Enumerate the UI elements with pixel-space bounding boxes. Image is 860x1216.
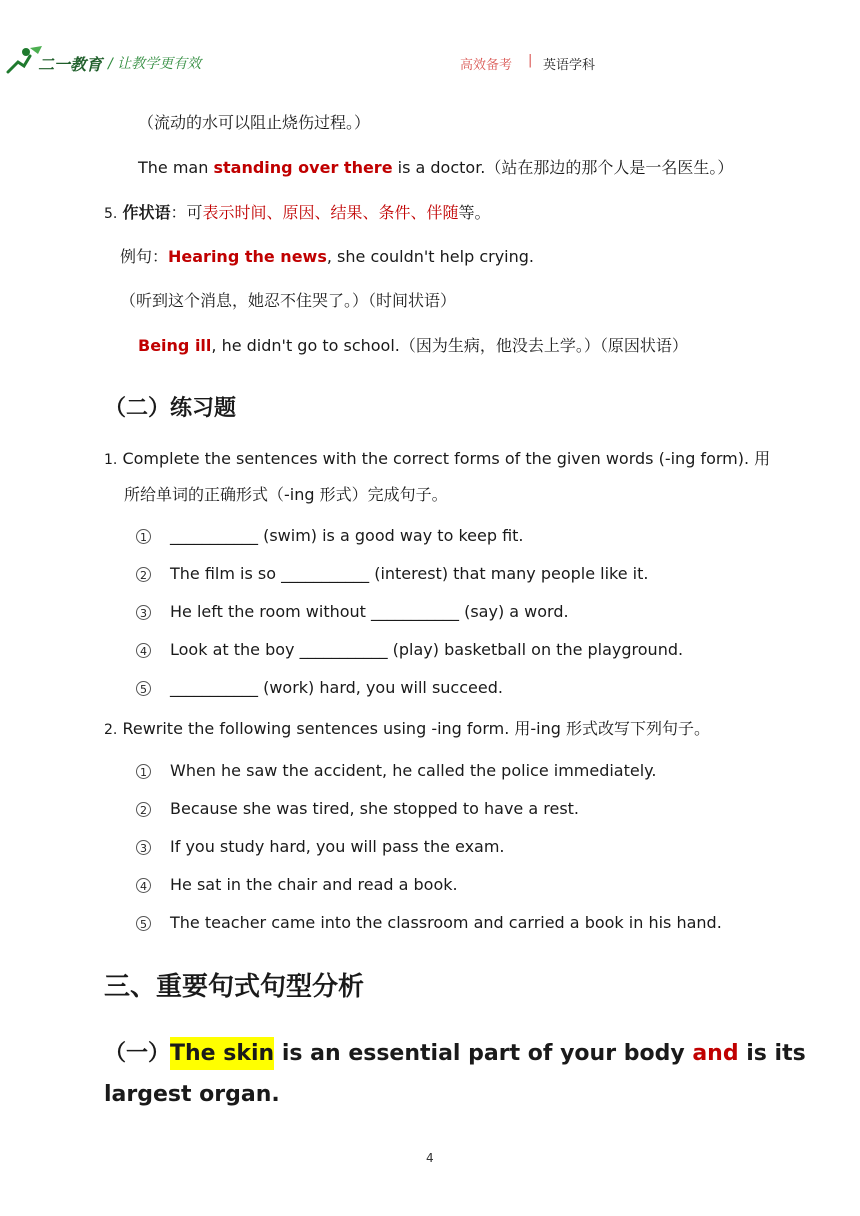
example-sentence xyxy=(138,155,733,178)
question-text: Rewrite the following sentences using -ing form. 用-ing 形式改写下列句子。 xyxy=(122,719,710,738)
list-item-text: The teacher came into the classroom and carried a book in his hand. xyxy=(170,913,722,932)
text-segment: is an essential part of your body xyxy=(274,1041,693,1066)
list-item xyxy=(136,913,722,932)
list-item xyxy=(136,602,569,621)
example-sentence xyxy=(138,333,688,356)
circled-number: 4 xyxy=(136,643,151,658)
circled-number: 2 xyxy=(136,567,151,582)
translation-line: （听到这个消息，她忍不住哭了。）（时间状语） xyxy=(120,291,457,310)
item-number: 1. xyxy=(104,452,118,468)
list-item xyxy=(136,640,683,659)
list-item-text: He left the room without ___________ (say) a word. xyxy=(170,602,569,621)
highlight-phrase: standing over there xyxy=(213,158,393,177)
list-item xyxy=(136,564,648,583)
rule-title: 作状语 xyxy=(122,203,171,222)
circled-number: 5 xyxy=(136,916,151,931)
text-segment: （一） xyxy=(104,1041,171,1066)
question-1 xyxy=(104,446,770,469)
section-heading: 三、重要句式句型分析 xyxy=(104,972,365,1002)
highlighted-subject: The skin xyxy=(170,1037,274,1070)
sentence-analysis-title xyxy=(104,1036,806,1067)
circled-number: 4 xyxy=(136,878,151,893)
list-item-text: He sat in the chair and read a book. xyxy=(170,875,458,894)
header-subject-a: 高效备考 xyxy=(460,58,513,73)
list-item-text: ___________ (work) hard, you will succeed. xyxy=(170,678,503,697)
header-separator: | xyxy=(528,53,533,68)
text-segment: ：可 xyxy=(170,203,203,222)
explanation-line: （流动的水可以阻止烧伤过程。） xyxy=(138,113,371,132)
list-item xyxy=(136,678,503,697)
text-segment: is its xyxy=(738,1041,806,1066)
circled-number: 2 xyxy=(136,802,151,817)
list-item-text: The film is so ___________ (interest) that many people like it. xyxy=(170,564,649,583)
brand-logo xyxy=(4,44,112,78)
logo-text: 二一教育 xyxy=(38,55,103,74)
highlight-phrase: Hearing the news xyxy=(168,247,327,266)
circled-number: 3 xyxy=(136,605,151,620)
circled-number: 1 xyxy=(136,764,151,779)
text-segment: The man xyxy=(138,158,214,177)
question-text: Complete the sentences with the correct forms of the given words (-ing form). 用 xyxy=(122,449,771,468)
header-slogan: / 让教学更有效 xyxy=(108,56,202,72)
section-heading: （二）练习题 xyxy=(104,396,237,421)
list-item xyxy=(136,837,505,856)
list-item-text: Look at the boy ___________ (play) basketball on the playground. xyxy=(170,640,684,659)
item-number: 5. xyxy=(104,206,118,222)
text-segment: , she couldn't help crying. xyxy=(326,247,535,266)
circled-number: 3 xyxy=(136,840,151,855)
example-sentence xyxy=(120,244,534,267)
runner-logo-icon xyxy=(4,44,112,78)
list-item xyxy=(136,875,458,894)
list-item-text: When he saw the accident, he called the police immediately. xyxy=(170,761,657,780)
list-item xyxy=(136,799,579,818)
question-text-cont: 所给单词的正确形式（-ing 形式）完成句子。 xyxy=(124,485,448,504)
sentence-analysis-title-cont: largest organ. xyxy=(104,1082,280,1107)
highlight-phrase: Being ill xyxy=(138,336,212,355)
circled-number: 1 xyxy=(136,529,151,544)
list-item-text: ___________ (swim) is a good way to keep fit. xyxy=(170,526,524,545)
list-item-text: Because she was tired, she stopped to have a rest. xyxy=(170,799,580,818)
list-item xyxy=(136,761,656,780)
page-number: 4 xyxy=(426,1151,434,1165)
list-item xyxy=(136,526,524,545)
header-subject-b: 英语学科 xyxy=(543,58,596,73)
text-segment: 例句： xyxy=(120,247,169,266)
item-number: 2. xyxy=(104,722,118,738)
question-2 xyxy=(104,716,710,739)
highlight-phrase: 表示时间、原因、结果、条件、伴随 xyxy=(202,203,459,222)
highlight-conjunction: and xyxy=(692,1041,739,1066)
rule-item-5 xyxy=(104,200,491,223)
circled-number: 5 xyxy=(136,681,151,696)
list-item-text: If you study hard, you will pass the exam. xyxy=(170,837,505,856)
text-segment: is a doctor.（站在那边的那个人是一名医生。） xyxy=(392,158,734,177)
text-segment: 等。 xyxy=(458,203,491,222)
text-segment: , he didn't go to school.（因为生病，他没去上学。）（原因状语） xyxy=(211,336,688,355)
